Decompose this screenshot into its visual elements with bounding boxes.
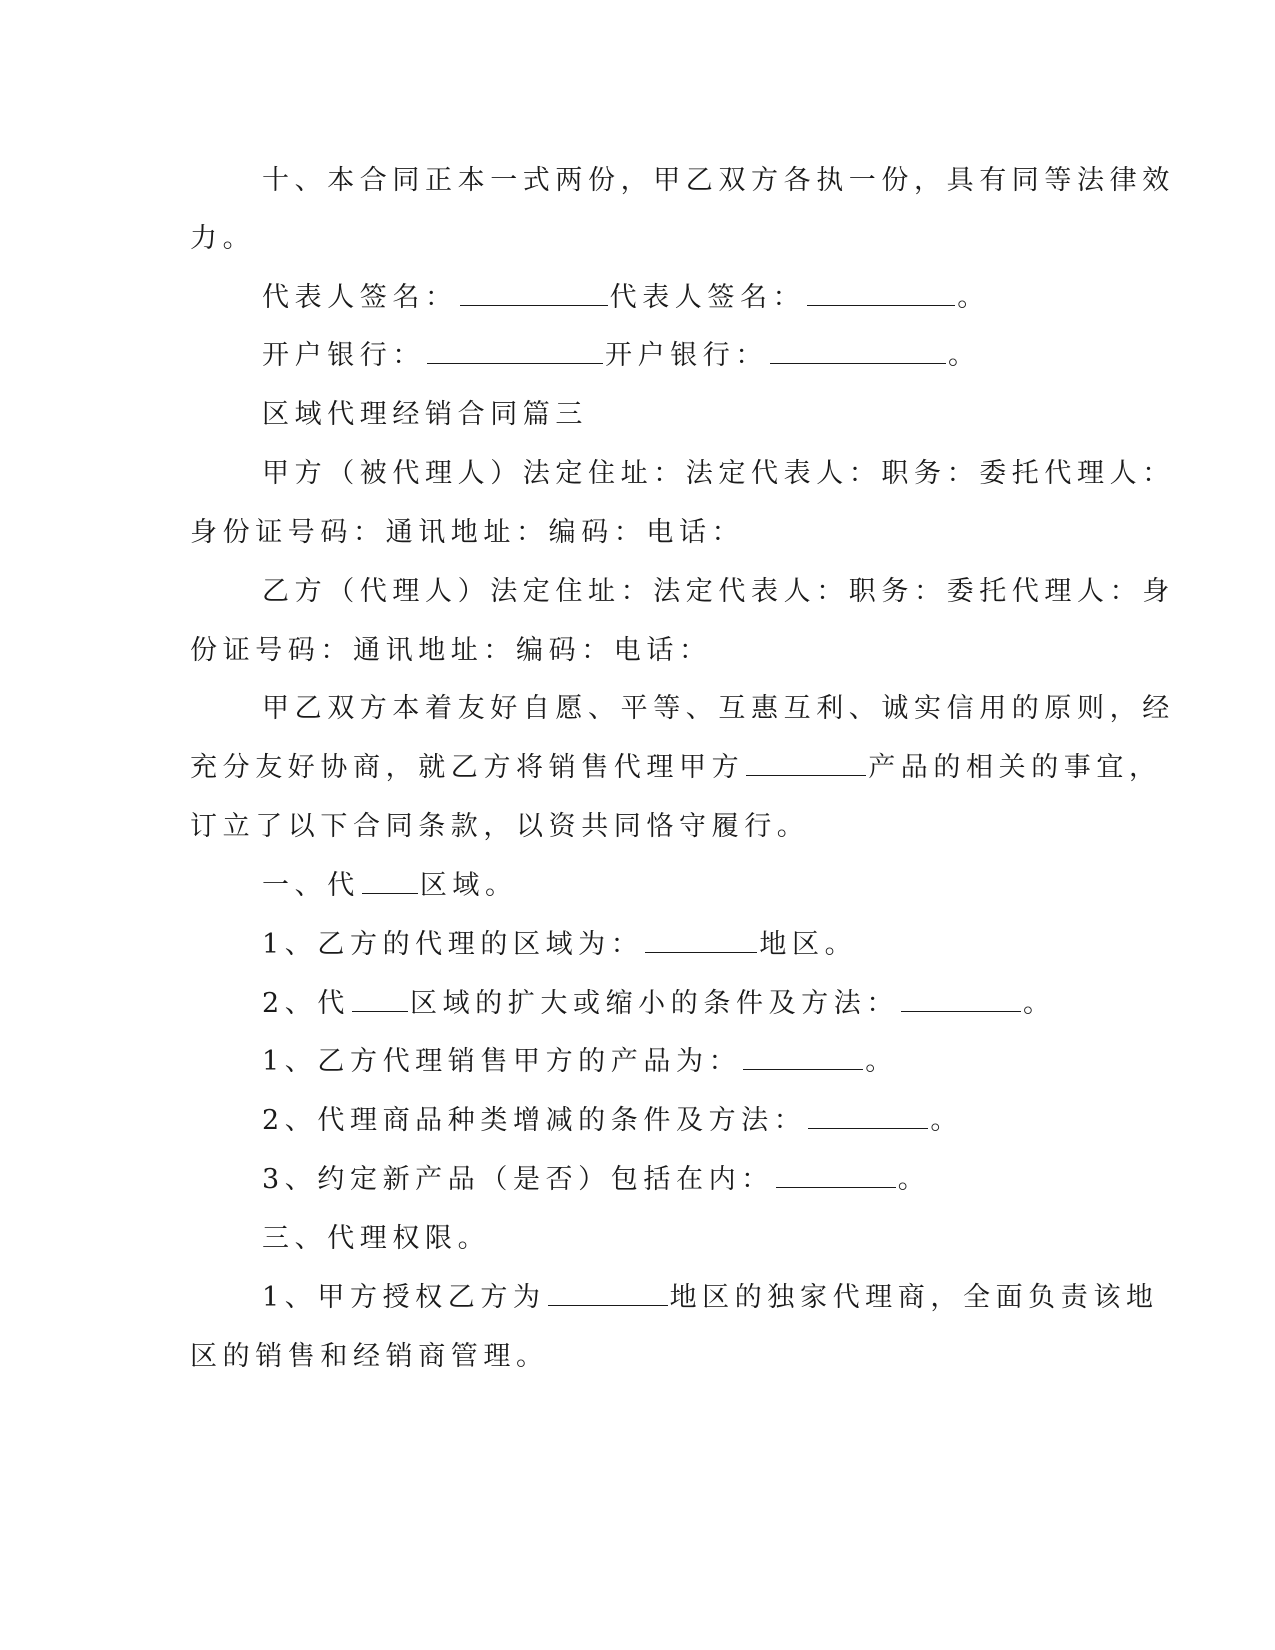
exclusive-region-blank[interactable] bbox=[548, 1283, 668, 1306]
preamble-line-3 bbox=[190, 810, 809, 844]
party-b-line-2 bbox=[190, 634, 712, 668]
representative-signature-line bbox=[262, 281, 990, 315]
section-heading bbox=[262, 398, 588, 432]
text: 充分友好协商，就乙方将销售代理甲方 bbox=[190, 752, 745, 783]
party-b-line-1 bbox=[262, 575, 1175, 609]
text: 2、代 bbox=[262, 988, 350, 1019]
label-bank-a: 开户银行： bbox=[262, 340, 425, 371]
period: 。 bbox=[897, 1164, 931, 1195]
party-a-line-1 bbox=[262, 457, 1175, 491]
text: 一、代 bbox=[262, 870, 360, 901]
bank-blank-a[interactable] bbox=[427, 341, 603, 364]
text: 乙方（代理人）法定住址：法定代表人：职务：委托代理人：身 bbox=[262, 576, 1175, 607]
item-2-product-types bbox=[262, 1104, 963, 1138]
period: 。 bbox=[957, 282, 990, 313]
text: 甲方（被代理人）法定住址：法定代表人：职务：委托代理人： bbox=[262, 458, 1175, 489]
product-types-blank[interactable] bbox=[808, 1106, 928, 1129]
text: 地区。 bbox=[759, 929, 858, 960]
period: 。 bbox=[948, 340, 981, 371]
text: 份证号码：通讯地址：编码：电话： bbox=[190, 635, 712, 666]
heading-text: 区域代理经销合同篇三 bbox=[262, 399, 588, 430]
bank-blank-b[interactable] bbox=[770, 341, 946, 364]
text: 身份证号码：通讯地址：编码：电话： bbox=[190, 517, 745, 548]
period: 。 bbox=[865, 1046, 898, 1077]
authority-line-1 bbox=[262, 1281, 1159, 1315]
party-a-line-2 bbox=[190, 516, 744, 550]
product-blank[interactable] bbox=[746, 753, 866, 776]
text: 区域。 bbox=[419, 870, 518, 901]
region-change-blank-a[interactable] bbox=[352, 989, 408, 1012]
clause-three-heading bbox=[262, 1222, 490, 1256]
text: 三、代理权限。 bbox=[262, 1223, 491, 1254]
label-representative-a: 代表人签名： bbox=[262, 282, 458, 313]
text: 1、甲方授权乙方为 bbox=[262, 1282, 546, 1313]
bank-account-line bbox=[262, 339, 981, 373]
text: 区域的扩大或缩小的条件及方法： bbox=[409, 988, 899, 1019]
region-blank[interactable] bbox=[645, 930, 757, 953]
text: 地区的独家代理商，全面负责该地 bbox=[669, 1282, 1159, 1313]
region-change-blank-b[interactable] bbox=[901, 989, 1021, 1012]
text: 十、本合同正本一式两份，甲乙双方各执一份，具有同等法律效 bbox=[262, 165, 1175, 196]
period: 。 bbox=[1022, 988, 1056, 1019]
signature-blank-b[interactable] bbox=[807, 283, 955, 306]
text: 1、乙方的代理的区域为： bbox=[262, 929, 644, 960]
text: 订立了以下合同条款，以资共同恪守履行。 bbox=[190, 811, 810, 842]
clause-ten-line-2 bbox=[190, 222, 255, 256]
label-representative-b: 代表人签名： bbox=[609, 282, 806, 313]
clause-one-blank[interactable] bbox=[362, 871, 418, 894]
item-3-new-products bbox=[262, 1163, 930, 1197]
text: 区的销售和经销商管理。 bbox=[190, 1341, 549, 1372]
new-products-blank[interactable] bbox=[776, 1165, 896, 1188]
period: 。 bbox=[930, 1105, 963, 1136]
clause-one-heading bbox=[262, 869, 518, 903]
clause-ten-line-1 bbox=[262, 164, 1175, 198]
item-2-region-change bbox=[262, 987, 1056, 1021]
authority-line-2 bbox=[190, 1340, 549, 1374]
preamble-line-1 bbox=[262, 692, 1175, 726]
item-1-region bbox=[262, 928, 857, 962]
preamble-line-2 bbox=[190, 751, 1162, 785]
text: 甲乙双方本着友好自愿、平等、互惠互利、诚实信用的原则，经 bbox=[262, 693, 1175, 724]
text: 2、代理商品种类增减的条件及方法： bbox=[262, 1105, 807, 1136]
text: 产品的相关的事宜， bbox=[868, 752, 1162, 783]
label-bank-b: 开户银行： bbox=[605, 340, 768, 371]
signature-blank-a[interactable] bbox=[460, 283, 608, 306]
text: 1、乙方代理销售甲方的产品为： bbox=[262, 1046, 742, 1077]
item-1-products bbox=[262, 1045, 898, 1079]
products-blank[interactable] bbox=[743, 1047, 863, 1070]
text: 3、约定新产品（是否）包括在内： bbox=[262, 1164, 774, 1195]
text: 力。 bbox=[190, 223, 256, 254]
